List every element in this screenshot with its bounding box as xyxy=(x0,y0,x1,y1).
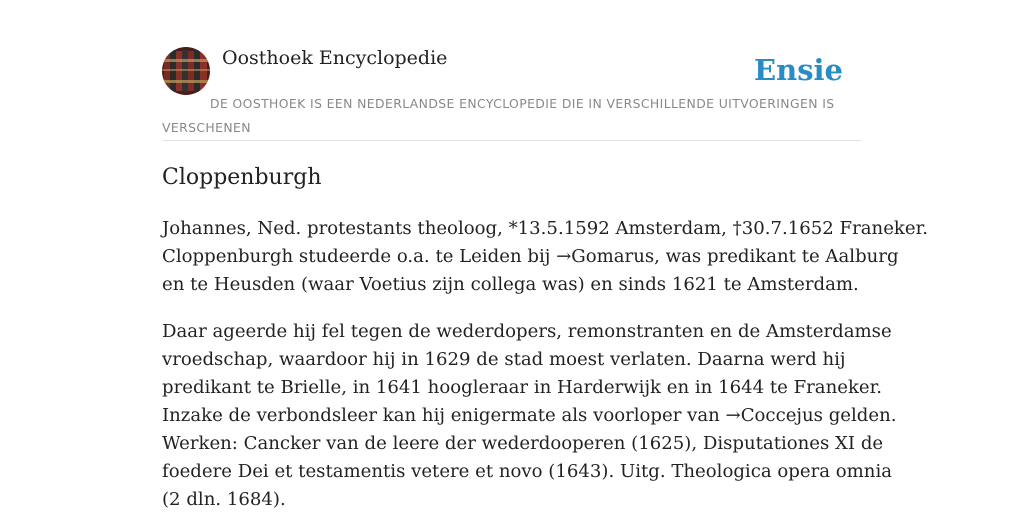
text-line: Cloppenburgh studeerde o.a. te Leiden bij →Gomarus, was predikant te Aalburg xyxy=(162,246,899,267)
article-body xyxy=(162,215,928,512)
text-line: vroedschap, waardoor hij in 1629 de stad moest verlaten. Daarna werd hij xyxy=(162,349,846,370)
text-line: Daar ageerde hij fel tegen de wederdopers, remonstranten en de Amsterdamse xyxy=(162,321,892,342)
text-line: Werken: Cancker van de leere der wederdooperen (1625), Disputationes XI de xyxy=(162,433,884,454)
encyclopedia-books-icon[interactable] xyxy=(162,47,210,95)
text-line: (2 dln. 1684). xyxy=(162,489,286,510)
brand-logo[interactable]: Ensie xyxy=(754,53,843,87)
text-line: Inzake de verbondsleer kan hij enigermate als voorloper van →Coccejus gelden. xyxy=(162,405,897,426)
paragraph xyxy=(162,215,928,299)
site-name[interactable]: Oosthoek Encyclopedie xyxy=(222,47,448,69)
paragraph xyxy=(162,318,897,512)
text-line: Johannes, Ned. protestants theoloog, *13.5.1592 Amsterdam, †30.7.1652 Franeker. xyxy=(162,218,928,239)
site-tagline: DE OOSTHOEK IS EEN NEDERLANDSE ENCYCLOPEDIE DIE IN VERSCHILLENDE UITVOERINGEN IS VERSCHENEN xyxy=(162,96,835,135)
text-line: predikant te Brielle, in 1641 hoogleraar in Harderwijk en in 1644 te Franeker. xyxy=(162,377,883,398)
text-line: en te Heusden (waar Voetius zijn collega was) en sinds 1621 te Amsterdam. xyxy=(162,274,859,295)
text-line: foedere Dei et testamentis vetere et novo (1643). Uitg. Theologica opera omnia xyxy=(162,461,893,482)
site-header xyxy=(162,46,862,141)
article-title: Cloppenburgh xyxy=(162,165,322,190)
